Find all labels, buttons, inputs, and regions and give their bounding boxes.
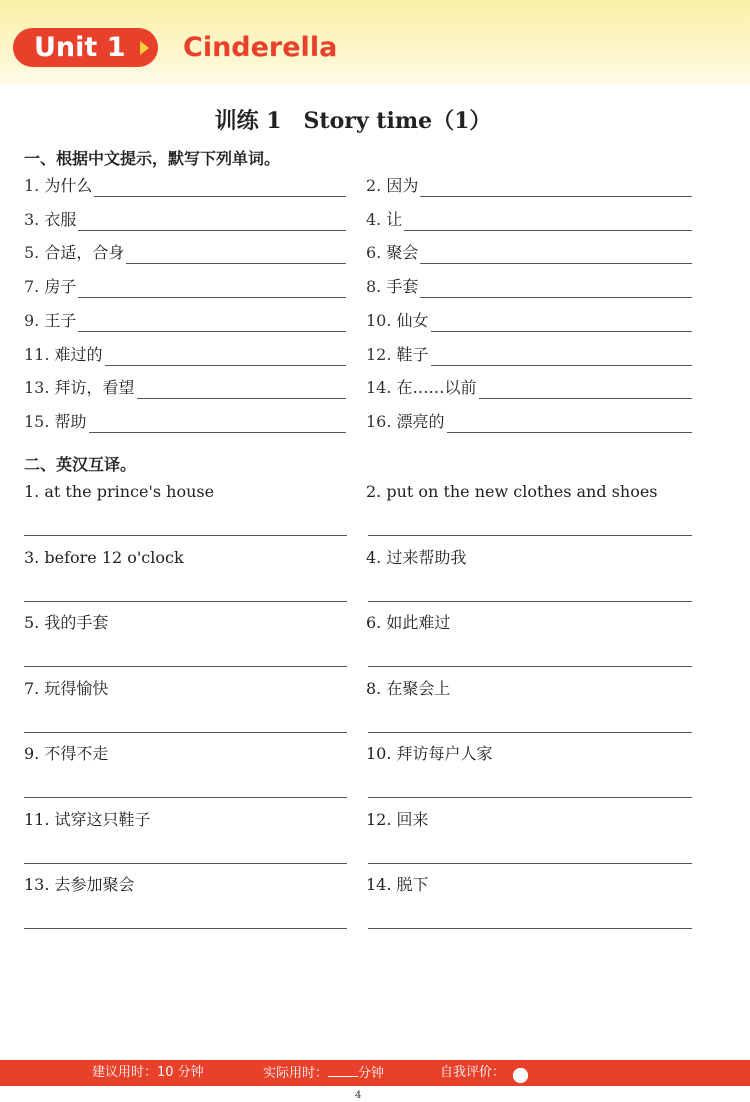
translate-item bbox=[24, 810, 151, 830]
answer-line[interactable] bbox=[368, 732, 692, 733]
item-text: 在……以前 bbox=[396, 378, 477, 397]
answer-line[interactable] bbox=[24, 601, 347, 602]
word-item bbox=[24, 210, 76, 230]
word-item bbox=[24, 378, 135, 398]
answer-line[interactable] bbox=[368, 666, 692, 667]
word-item bbox=[366, 277, 418, 297]
footer-bar bbox=[0, 1060, 750, 1086]
unit-header bbox=[0, 0, 750, 84]
answer-line[interactable] bbox=[126, 263, 346, 264]
item-text: 在聚会上 bbox=[386, 679, 451, 698]
actual-time-blank bbox=[328, 1064, 358, 1077]
item-text: 因为 bbox=[386, 176, 419, 195]
item-text: 回来 bbox=[396, 810, 429, 829]
item-number: 3. bbox=[24, 210, 40, 229]
item-text: 去参加聚会 bbox=[54, 875, 135, 894]
item-number: 15. bbox=[24, 412, 50, 431]
answer-line[interactable] bbox=[24, 732, 347, 733]
answer-line[interactable] bbox=[447, 432, 692, 433]
triangle-arrow-icon bbox=[140, 41, 149, 55]
answer-line[interactable] bbox=[420, 297, 692, 298]
item-number: 6. bbox=[366, 613, 382, 632]
item-number: 13. bbox=[24, 378, 50, 397]
item-text: 让 bbox=[386, 210, 403, 229]
answer-line[interactable] bbox=[24, 928, 347, 929]
item-text: 试穿这只鞋子 bbox=[54, 810, 151, 829]
item-text: 过来帮助我 bbox=[386, 548, 467, 567]
translate-item bbox=[366, 613, 450, 633]
item-number: 6. bbox=[366, 243, 382, 262]
item-text: 玩得愉快 bbox=[44, 679, 109, 698]
item-text: 脱下 bbox=[396, 875, 429, 894]
item-text: 仙女 bbox=[396, 311, 429, 330]
translate-item bbox=[24, 613, 108, 633]
answer-line[interactable] bbox=[24, 797, 347, 798]
answer-line[interactable] bbox=[420, 196, 692, 197]
item-number: 11. bbox=[24, 345, 50, 364]
item-number: 12. bbox=[366, 345, 392, 364]
word-item bbox=[24, 412, 87, 432]
translate-item bbox=[366, 548, 466, 568]
translate-item bbox=[366, 744, 493, 764]
item-text: 衣服 bbox=[44, 210, 77, 229]
answer-line[interactable] bbox=[105, 365, 346, 366]
item-number: 10. bbox=[366, 311, 392, 330]
answer-line[interactable] bbox=[404, 230, 692, 231]
item-text: 难过的 bbox=[54, 345, 103, 364]
translate-item bbox=[24, 679, 108, 699]
item-number: 7. bbox=[24, 277, 40, 296]
answer-line[interactable] bbox=[431, 365, 692, 366]
item-text: 帮助 bbox=[54, 412, 87, 431]
flower-icon bbox=[513, 1068, 528, 1083]
word-item bbox=[24, 277, 76, 297]
word-item bbox=[24, 243, 124, 263]
answer-line[interactable] bbox=[368, 601, 692, 602]
item-text: 漂亮的 bbox=[396, 412, 445, 431]
item-number: 14. bbox=[366, 378, 392, 397]
word-item bbox=[366, 243, 418, 263]
item-number: 5. bbox=[24, 613, 40, 632]
word-item bbox=[366, 378, 477, 398]
word-item bbox=[366, 210, 402, 230]
item-number: 2. bbox=[366, 176, 382, 195]
answer-line[interactable] bbox=[24, 666, 347, 667]
word-item bbox=[24, 176, 92, 196]
translate-item bbox=[24, 875, 135, 895]
translate-item bbox=[24, 548, 184, 568]
page-number: 4 bbox=[355, 1090, 362, 1101]
answer-line[interactable] bbox=[24, 535, 347, 536]
item-text: 拜访每户人家 bbox=[396, 744, 493, 763]
word-item bbox=[366, 412, 445, 432]
answer-line[interactable] bbox=[368, 535, 692, 536]
word-item bbox=[24, 345, 103, 365]
section2-title: 二、英汉互译。 bbox=[24, 455, 137, 474]
item-number: 1. bbox=[24, 482, 40, 501]
actual-time-label: 实际用时： bbox=[263, 1066, 329, 1081]
answer-line[interactable] bbox=[78, 297, 346, 298]
item-number: 1. bbox=[24, 176, 40, 195]
item-number: 4. bbox=[366, 548, 382, 567]
translate-item bbox=[366, 875, 429, 895]
answer-line[interactable] bbox=[420, 263, 692, 264]
item-number: 13. bbox=[24, 875, 50, 894]
answer-line[interactable] bbox=[368, 797, 692, 798]
lesson-title: 训练 1 Story time（1） bbox=[214, 108, 492, 134]
item-number: 11. bbox=[24, 810, 50, 829]
word-item bbox=[24, 311, 76, 331]
item-text: 为什么 bbox=[44, 176, 93, 195]
unit-label: Unit 1 bbox=[34, 32, 126, 63]
word-item bbox=[366, 311, 429, 331]
item-text: put on the new clothes and shoes bbox=[386, 482, 658, 501]
item-number: 16. bbox=[366, 412, 392, 431]
item-number: 3. bbox=[24, 548, 40, 567]
item-number: 14. bbox=[366, 875, 392, 894]
word-item bbox=[366, 176, 418, 196]
translate-item bbox=[366, 482, 658, 502]
item-number: 8. bbox=[366, 277, 382, 296]
answer-line[interactable] bbox=[78, 230, 346, 231]
item-text: 手套 bbox=[386, 277, 419, 296]
item-number: 4. bbox=[366, 210, 382, 229]
item-number: 12. bbox=[366, 810, 392, 829]
item-number: 9. bbox=[24, 744, 40, 763]
answer-line[interactable] bbox=[368, 863, 692, 864]
item-text: 如此难过 bbox=[386, 613, 451, 632]
item-number: 9. bbox=[24, 311, 40, 330]
word-item bbox=[366, 345, 429, 365]
item-text: 合适，合身 bbox=[44, 243, 125, 262]
translate-item bbox=[24, 744, 108, 764]
item-text: 不得不走 bbox=[44, 744, 109, 763]
answer-line[interactable] bbox=[137, 398, 346, 399]
item-text: 王子 bbox=[44, 311, 77, 330]
answer-line[interactable] bbox=[479, 398, 692, 399]
item-text: 我的手套 bbox=[44, 613, 109, 632]
answer-line[interactable] bbox=[89, 432, 346, 433]
suggested-time: 建议用时：10 分钟 bbox=[92, 1065, 204, 1080]
item-number: 7. bbox=[24, 679, 40, 698]
translate-item bbox=[366, 810, 429, 830]
answer-line[interactable] bbox=[431, 331, 692, 332]
item-text: before 12 o'clock bbox=[44, 548, 184, 567]
item-number: 5. bbox=[24, 243, 40, 262]
self-eval-label: 自我评价： bbox=[440, 1065, 506, 1080]
item-text: 房子 bbox=[44, 277, 77, 296]
answer-line[interactable] bbox=[24, 863, 347, 864]
item-text: 鞋子 bbox=[396, 345, 429, 364]
item-text: 聚会 bbox=[386, 243, 419, 262]
answer-line[interactable] bbox=[368, 928, 692, 929]
item-number: 10. bbox=[366, 744, 392, 763]
actual-time bbox=[263, 1064, 384, 1083]
translate-item bbox=[366, 679, 450, 699]
actual-time-unit: 分钟 bbox=[358, 1066, 385, 1081]
section1-title: 一、根据中文提示，默写下列单词。 bbox=[24, 149, 281, 168]
item-number: 2. bbox=[366, 482, 382, 501]
item-text: 拜访，看望 bbox=[54, 378, 135, 397]
unit-title: Cinderella bbox=[183, 32, 338, 63]
answer-line[interactable] bbox=[94, 196, 346, 197]
translate-item bbox=[24, 482, 214, 502]
item-text: at the prince's house bbox=[44, 482, 215, 501]
answer-line[interactable] bbox=[78, 331, 346, 332]
item-number: 8. bbox=[366, 679, 382, 698]
